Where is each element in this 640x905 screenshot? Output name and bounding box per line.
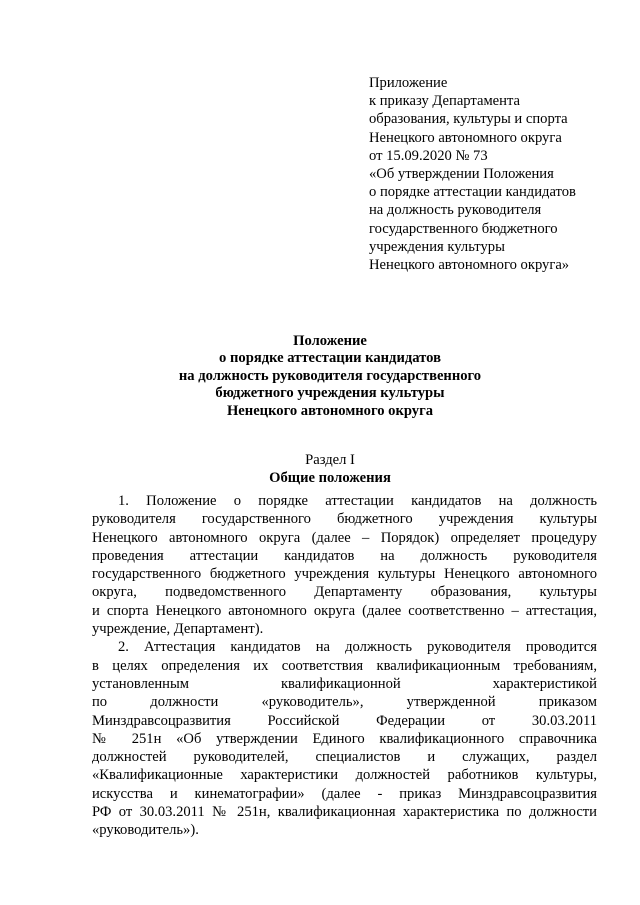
- paragraph-line: округа, подведомственного Департаменту образования, культуры: [92, 584, 597, 601]
- title-line: о порядке аттестации кандидатов: [219, 350, 441, 367]
- paragraph-1: [92, 492, 597, 638]
- document-body: [92, 492, 597, 840]
- paragraph-line: «руководитель»).: [92, 822, 199, 839]
- appendix-line: «Об утверждении Положения: [369, 166, 554, 183]
- section-heading: [90, 452, 570, 488]
- title-line: Положение: [293, 333, 367, 349]
- paragraph-line: учреждение, Департамент).: [92, 621, 264, 638]
- paragraph-line: искусства и кинематографии» (далее - приказ Минздравсоцразвития: [92, 785, 597, 802]
- paragraph-line: Минздравсоцразвития Российской Федерации от 30.03.2011: [92, 712, 597, 729]
- paragraph-line: должностей руководителей, специалистов и служащих, раздел: [92, 749, 597, 766]
- paragraph-line: руководителя государственного бюджетного учреждения культуры: [92, 511, 597, 528]
- appendix-line: государственного бюджетного: [369, 220, 558, 237]
- paragraph-2: [92, 638, 597, 839]
- appendix-line: от 15.09.2020 № 73: [369, 147, 488, 164]
- paragraph-line: № 251н «Об утверждении Единого квалификационного справочника: [92, 730, 597, 747]
- appendix-block: [369, 74, 619, 274]
- appendix-line: о порядке аттестации кандидатов: [369, 184, 576, 201]
- paragraph-line: государственного бюджетного учреждения культуры Ненецкого автономного: [92, 566, 597, 583]
- paragraph-line: в целях определения их соответствия квалификационным требованиям,: [92, 657, 597, 674]
- paragraph-line: РФ от 30.03.2011 № 251н, квалификационная характеристика по должности: [92, 804, 597, 821]
- appendix-line: Ненецкого автономного округа: [369, 129, 562, 146]
- paragraph-line: 1. Положение о порядке аттестации кандидатов на должность: [118, 493, 597, 509]
- section-title: Общие положения: [269, 469, 391, 486]
- appendix-line: Приложение: [369, 75, 448, 91]
- paragraph-line: 2. Аттестация кандидатов на должность руководителя проводится: [118, 639, 597, 656]
- appendix-line: образования, культуры и спорта: [369, 111, 568, 128]
- appendix-line: к приказу Департамента: [369, 93, 520, 110]
- appendix-line: Ненецкого автономного округа»: [369, 257, 570, 274]
- appendix-line: учреждения культуры: [369, 238, 505, 255]
- paragraph-line: установленным квалификационной характеристикой: [92, 675, 597, 692]
- paragraph-line: по должности «руководитель», утвержденной приказом: [92, 694, 597, 711]
- title-line: бюджетного учреждения культуры: [215, 385, 445, 402]
- paragraph-line: проведения аттестации кандидатов на должность руководителя: [92, 547, 597, 564]
- paragraph-line: Ненецкого автономного округа (далее – Порядок) определяет процедуру: [92, 529, 597, 546]
- paragraph-line: и спорта Ненецкого автономного округа (далее соответственно – аттестация,: [92, 602, 597, 619]
- section-number: Раздел I: [305, 452, 355, 468]
- title-line: Ненецкого автономного округа: [226, 402, 434, 419]
- document-title: [90, 333, 570, 420]
- paragraph-line: «Квалификационные характеристики должностей работников культуры,: [92, 767, 597, 784]
- appendix-line: на должность руководителя: [369, 202, 542, 219]
- title-line: на должность руководителя государственного: [178, 367, 482, 384]
